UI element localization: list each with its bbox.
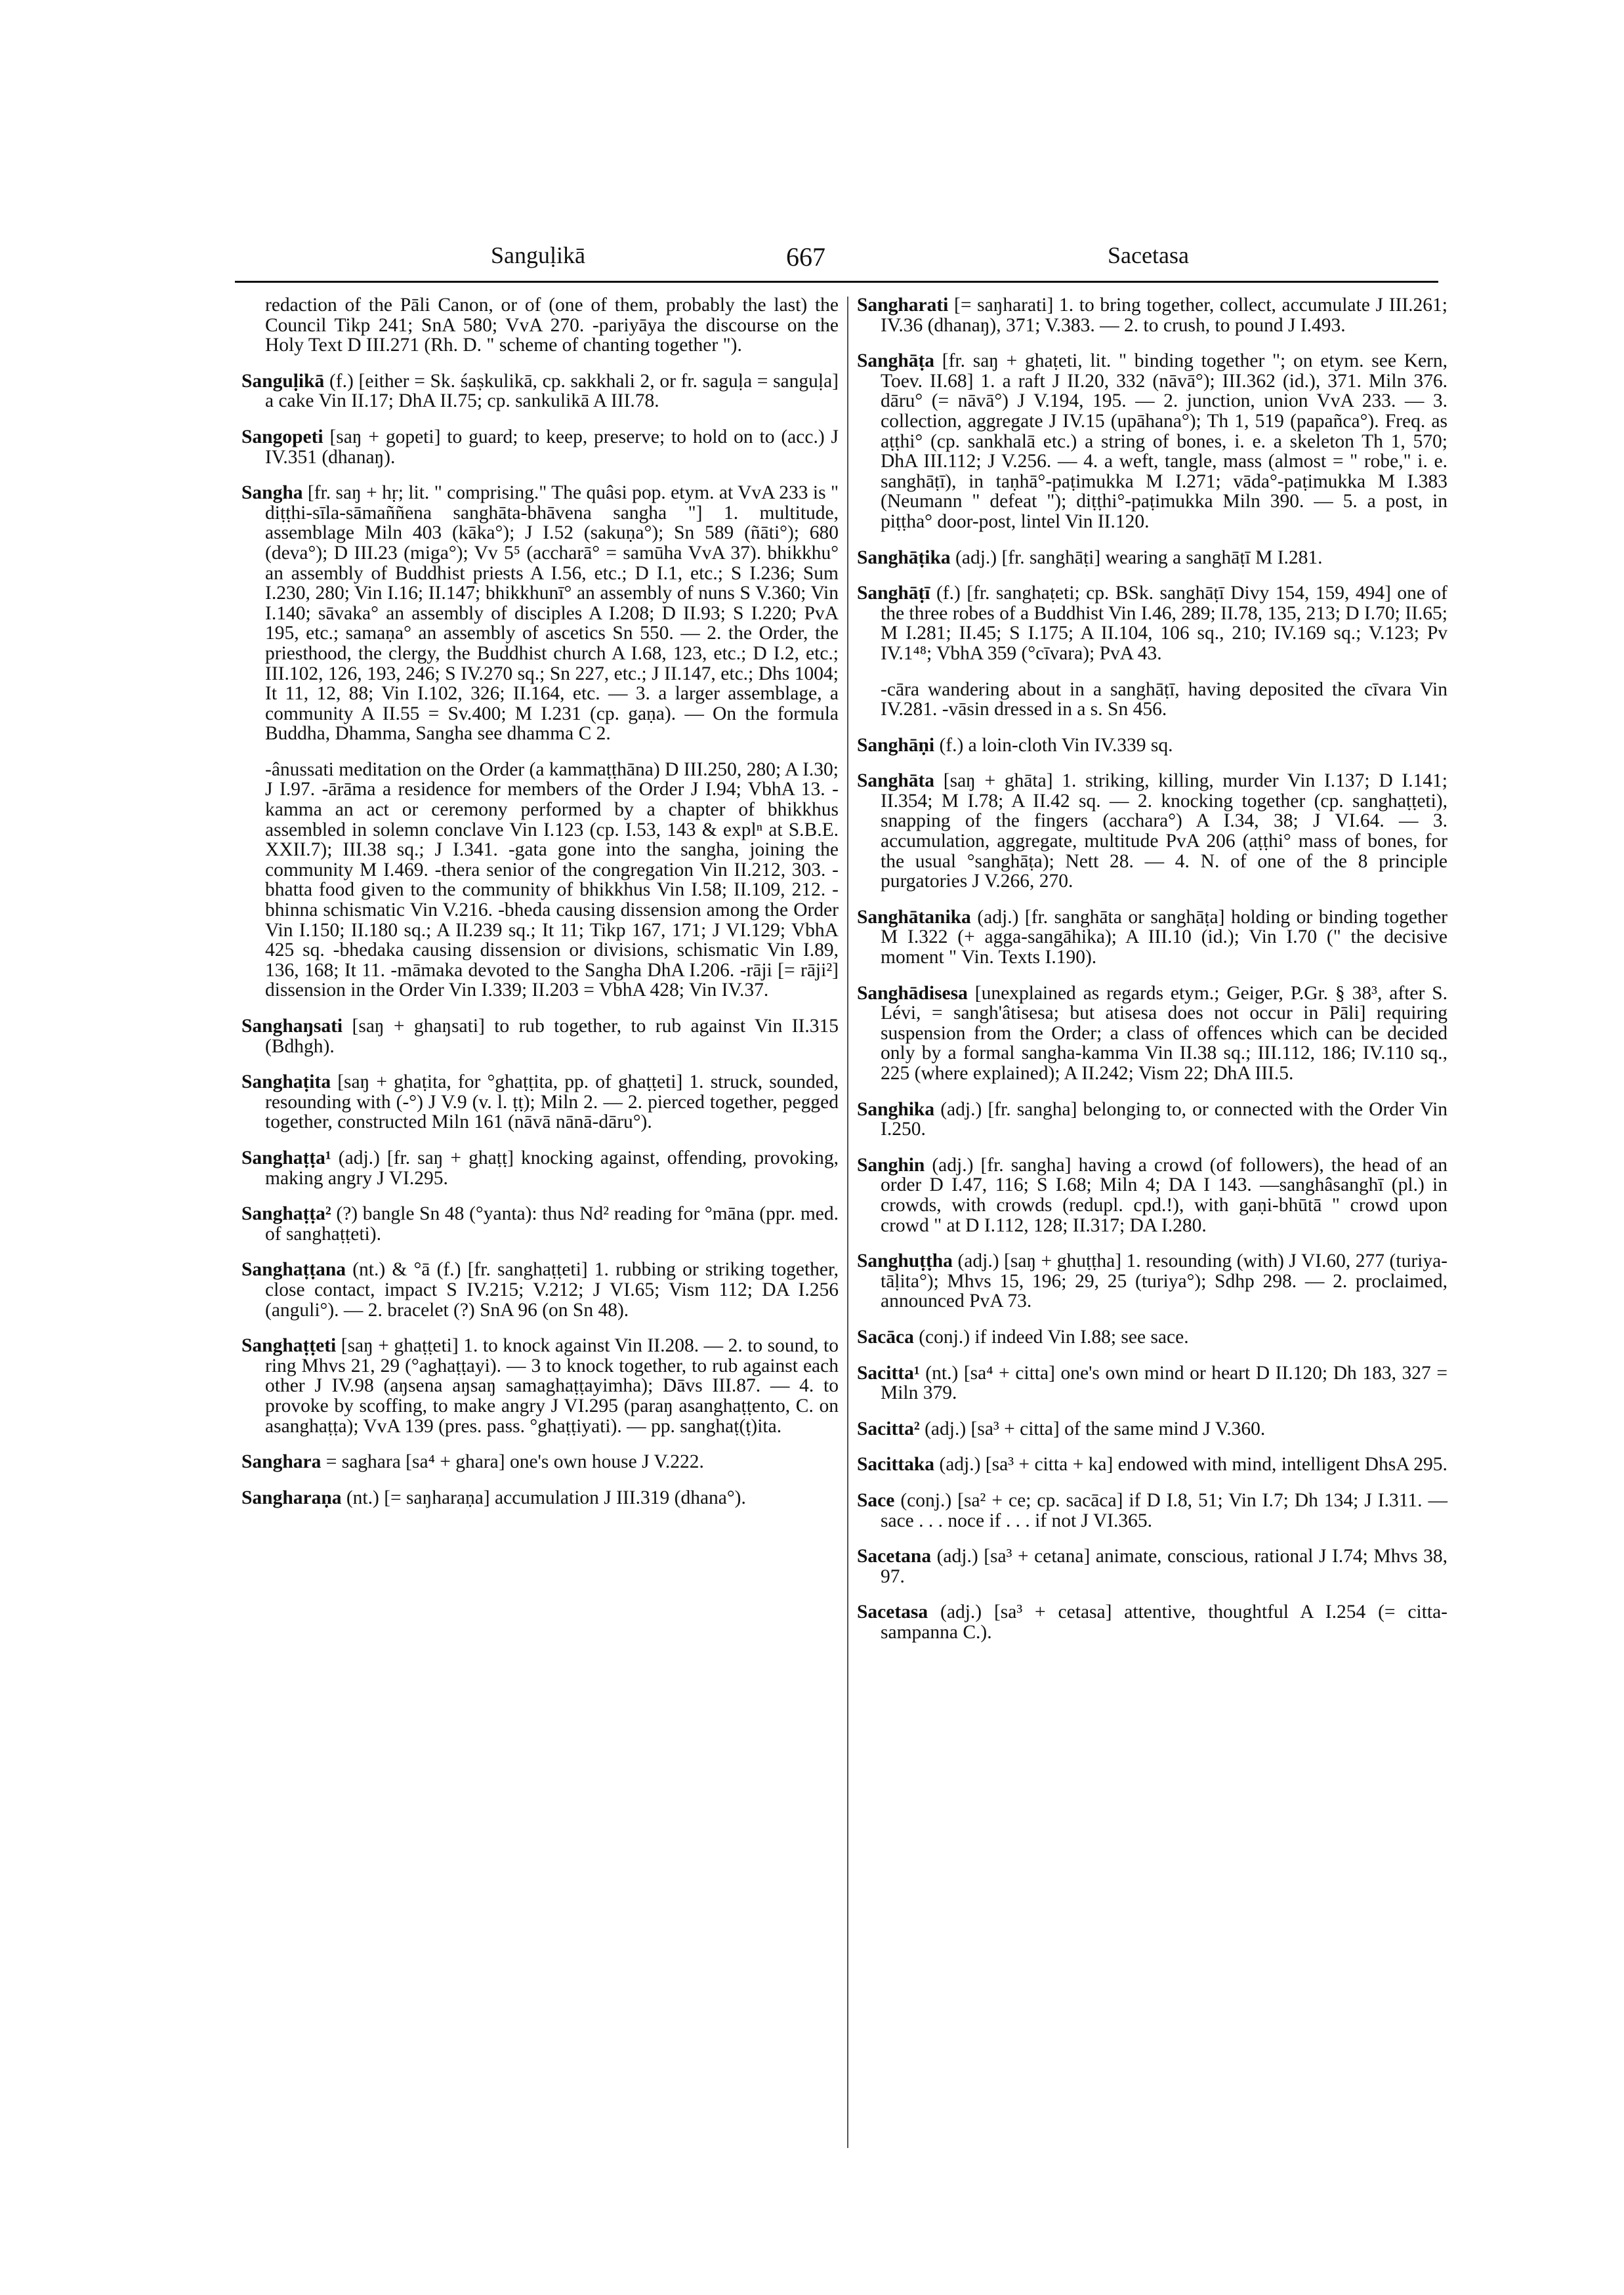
header-rule [235,281,1438,283]
dictionary-entry [241,427,839,467]
entry-headword: Sanguḷikā [241,370,325,392]
entry-definition: [fr. saŋ + ghaṭeti, lit. " binding together "; on etym. see Kern, Toev. II.68] 1. a raft J II.20, 332 (nāvā°); III.362 (id.), 371. Miln 376. dāru° (= nāvā°) J V.194, 195. — 2. junction, union VvA 233. — 3. collection, aggregate J IV.15 (upāhana°); Th 1, 519 (papañca°). Freq. as aṭṭhi° (cp. sankhalā etc.) a string of bones, i. e. a skeleton Th 1, 570; DhA III.112; J V.256. — 4. a weft, tangle, mass (almost = " robe," i. e. sanghāṭī), in taṇhā°-paṭimukka M I.271; vāda°-paṭimukka M I.383 (Neumann " defeat "); diṭṭhi°-paṭimukka Miln 390. — 5. a post, in piṭṭha° door-post, lintel Vin II.120. [881,350,1448,532]
entry-headword: Sanghāṭī [857,583,930,604]
entry-definition: [saŋ + ghaŋsati] to rub together, to rub against Vin II.315 (Bdhgh). [265,1016,839,1057]
entry-definition: [= saŋharati] 1. to bring together, collect, accumulate J III.261; IV.36 (dhanaŋ), 371; V.383. — 2. to crush, to pound J I.493. [881,295,1447,336]
dictionary-entry [241,371,839,411]
dictionary-entry [241,483,839,744]
dictionary-entry [857,1251,1447,1312]
dictionary-entry [857,1419,1447,1439]
entry-definition: [saŋ + ghāta] 1. striking, killing, murder Vin I.137; D I.141; II.354; M I.78; A II.42 sq. — 2. knocking together (cp. sanghaṭṭeti), snapping of the fingers (acchara°) A I.34, 38; J VI.64. — 3. accumulation, aggregate, multitude PvA 206 (aṭṭhi° mass of bones, for the usual °sanghāṭa); Nett 28. — 4. N. of one of the 8 principle purgatories J V.266, 270. [881,770,1447,892]
dictionary-entry [857,1546,1447,1586]
entry-headword: Sanghaŋsati [241,1016,343,1037]
entry-headword: Sanghuṭṭha [857,1251,953,1272]
entry-headword: Sangharati [857,295,949,316]
entry-definition: [saŋ + ghaṭṭeti] 1. to knock against Vin II.208. — 2. to sound, to ring Mhvs 21, 29 (°aghaṭṭayi). — 3 to knock together, to rub against each other J IV.98 (aŋsena aŋsaŋ samaghaṭṭayimha); Dāvs III.87. — 4. to provoke by scoffing, to make angry J VI.295 (paraŋ asanghaṭṭento, C. on asanghaṭṭa); VvA 139 (pres. pass. °ghaṭṭiyati). — pp. sanghaṭ(ṭ)ita. [265,1335,839,1437]
dictionary-entry [241,1336,839,1436]
dictionary-entry [857,1100,1447,1140]
entry-headword: Sanghāṭika [857,547,951,568]
dictionary-entry [857,907,1447,968]
dictionary-entry [857,735,1447,756]
dictionary-entry [241,1072,839,1132]
entry-definition: (nt.) [= saŋharaṇa] accumulation J III.319 (dhana°). [346,1487,746,1508]
entry-definition: [unexplained as regards etym.; Geiger, P.Gr. § 38³, after S. Lévi, = sangh'âtisesa; but atisesa does not occur in Pāli] requiring suspension from the Order; a class of offences which can be decided only by a formal sangha-kamma Vin II.38 sq.; III.112, 186; IV.110 sq., 225 (where explained); A II.242; Vism 22; DhA III.5. [881,982,1447,1084]
entry-definition: (?) bangle Sn 48 (°yanta): thus Nd² reading for °māna (ppr. med. of sanghaṭṭeti). [265,1203,839,1245]
running-head-right: Sacetasa [1108,242,1189,268]
dictionary-entry [241,1488,839,1508]
dictionary-entry [241,1148,839,1188]
entry-definition: (adj.) [sa³ + cetasa] attentive, thoughtful A I.254 (= citta-sampanna C.). [881,1602,1448,1643]
entry-headword: Sanghaṭṭana [241,1259,346,1281]
entry-definition: (adj.) [fr. sangha] having a crowd (of followers), the head of an order D I.47, 116; S I.68; Miln 4; DA I 143. —sanghâsanghī (pl.) in crowds, with crowds (redupl. cpd.!), with gaṇi-bhūtā " crowd upon crowd " at D I.112, 128; II.317; DA I.280. [881,1154,1447,1236]
entry-definition: (f.) a loin-cloth Vin IV.339 sq. [939,734,1173,756]
entry-headword: Sacetasa [857,1602,928,1623]
entry-headword: Sacittaka [857,1454,934,1476]
entry-headword: Sacitta¹ [857,1362,920,1384]
dictionary-entry [241,1204,839,1244]
entry-definition: (adj.) [sa³ + cetana] animate, conscious, rational J I.74; Mhvs 38, 97. [881,1546,1447,1587]
entry-definition: = saghara [sa⁴ + ghara] one's own house J V.222. [325,1451,704,1473]
dictionary-entry [857,680,1447,720]
entry-headword: Sangharaṇa [241,1487,342,1508]
dictionary-entry [857,1363,1447,1403]
dictionary-entry [857,983,1447,1084]
left-column [241,295,839,1523]
entry-headword: Sacāca [857,1326,914,1348]
dictionary-entry [241,1452,839,1472]
entry-headword: Sanghāta [857,770,935,792]
entry-headword: Sacitta² [857,1418,920,1439]
entry-definition: (nt.) & °ā (f.) [fr. sanghaṭṭeti] 1. rubbing or striking together, close contact, impact S IV.215; V.212; J VI.65; Vism 112; DA I.256 (anguli°). — 2. bracelet (?) SnA 96 (on Sn 48). [265,1259,839,1321]
dictionary-entry [857,583,1447,663]
entry-definition: redaction of the Pāli Canon, or of (one of them, probably the last) the Council Tikp 241; SnA 580; VvA 270. -pariyāya the discourse on the Holy Text D III.271 (Rh. D. " scheme of chanting together "). [265,295,839,356]
entry-headword: Sanghaṭita [241,1071,331,1093]
entry-definition: (adj.) [saŋ + ghuṭṭha] 1. resounding (with) J VI.60, 277 (turiya-tāḷita°); Mhvs 15, 196; 29, 25 (turiya°); Sdhp 298. — 2. proclaimed, announced PvA 73. [881,1251,1448,1312]
dictionary-entry [241,1016,839,1056]
dictionary-entry [241,760,839,1001]
entry-definition: (adj.) [fr. saŋ + ghaṭṭ] knocking against, offending, provoking, making angry J VI.295. [265,1147,839,1189]
entry-headword: Sace [857,1489,895,1511]
entry-definition: (nt.) [sa⁴ + citta] one's own mind or heart D II.120; Dh 183, 327 = Miln 379. [881,1362,1448,1404]
running-head-left: Sanguḷikā [491,242,585,268]
dictionary-entry [857,771,1447,892]
entry-headword: Sanghaṭṭa¹ [241,1147,331,1168]
dictionary-entry [857,1455,1447,1475]
entry-headword: Sangopeti [241,426,323,447]
dictionary-entry [241,295,839,356]
dictionary-entry [857,1491,1447,1531]
entry-definition: (f.) [either = Sk. śaṣkulikā, cp. sakkhali 2, or fr. saguḷa = sanguḷa] a cake Vin II.17; DhA II.75; cp. sankulikā A III.78. [265,370,839,412]
dictionary-entry [857,351,1447,531]
entry-definition: [fr. saŋ + hṛ; lit. " comprising." The quâsi pop. etym. at VvA 233 is " diṭṭhi-sīla-sāmaññena sanghāta-bhāvena sangha "] 1. multitude, assemblage Miln 403 (kāka°); J I.52 (sakuṇa°); Sn 589 (ñāti°); 680 (deva°); D III.23 (miga°); Vv 5⁵ (accharā° = samūha VvA 37). bhikkhu° an assembly of Buddhist priests A I.56, etc.; D I.1, etc.; S I.236; Sum I.230, 280; Vin I.16; II.147; bhikkhunī° an assembly of nuns S V.360; Vin I.140; sāvaka° an assembly of disciples A I.208; D II.93; S I.220; PvA 195, etc.; samaṇa° an assembly of ascetics Sn 550. — 2. the Order, the priesthood, the clergy, the Buddhist church A I.68, 123, etc.; D I.2, etc.; III.102, 126, 193, 246; S IV.270 sq.; Sn 227, etc.; J II.147, etc.; Dhs 1004; It 11, 12, 88; Vin I.102, 326; II.164, etc. — 3. a larger assemblage, a community A II.55 = Sv.400; M I.231 (cp. gaṇa). — On the formula Buddha, Dhamma, Sangha see dhamma C 2. [265,482,839,745]
entry-headword: Sanghin [857,1154,925,1176]
dictionary-entry [241,1260,839,1320]
entry-headword: Sanghika [857,1098,935,1120]
entry-definition: (adj.) [fr. sanghāta or sanghāṭa] holding or binding together M I.322 (+ agga-sangāhika); A III.10 (id.); Vin I.70 (" the decisive moment " Vin. Texts I.190). [881,906,1447,968]
page-number: 667 [786,242,825,272]
entry-definition: (adj.) [fr. sanghāṭi] wearing a sanghāṭī M I.281. [955,547,1323,568]
entry-headword: Sanghaṭṭa² [241,1203,331,1225]
entry-headword: Sanghāṭa [857,350,935,372]
entry-definition: (adj.) [fr. sangha] belonging to, or connected with the Order Vin I.250. [881,1098,1448,1140]
column-divider [847,297,848,2148]
dictionary-entry [857,548,1447,568]
entry-headword: Sanghāṇi [857,734,935,756]
entry-definition: -cāra wandering about in a sanghāṭī, having deposited the cīvara Vin IV.281. -vāsin dressed in a s. Sn 456. [881,678,1447,720]
dictionary-entry [857,1155,1447,1235]
dictionary-entry [857,1327,1447,1348]
entry-headword: Sacetana [857,1546,932,1567]
entry-definition: -ânussati meditation on the Order (a kammaṭṭhāna) D III.250, 280; A I.30; J I.97. -ārāma a residence for members of the Order J I.94; VbhA 13. -kamma an act or ceremony performed by a chapter of bhikkhus assembled in solemn conclave Vin I.123 (cp. I.53, 143 & explⁿ at S.B.E. XXII.7); III.38 sq.; J I.341. -gata gone into the sangha, joining the community M I.469. -thera senior of the congregation Vin II.212, 303. -bhatta food given to the community of bhikkhus Vin I.58; II.109, 212. -bhinna schismatic Vin V.216. -bheda causing dissension among the Order Vin I.150; II.180 sq.; A II.239 sq.; It 11; Tikp 167, 171; J VI.129; VbhA 425 sq. -bhedaka causing dissension or divisions, schismatic Vin I.89, 136, 168; It 11. -māmaka devoted to the Sangha DhA I.206. -rāji [= rāji²] dissension in the Order Vin I.339; II.203 = VbhA 428; Vin IV.37. [265,758,839,1001]
entry-headword: Sanghara [241,1451,322,1473]
entry-headword: Sanghādisesa [857,982,968,1004]
entry-definition: (conj.) if indeed Vin I.88; see sace. [919,1326,1189,1348]
entry-definition: (conj.) [sa² + ce; cp. sacāca] if D I.8, 51; Vin I.7; Dh 134; J I.311. — sace . . . noce if . . . if not J VI.365. [881,1489,1447,1531]
entry-definition: (adj.) [sa³ + citta] of the same mind J V.360. [925,1418,1266,1439]
right-column [857,295,1447,1658]
entry-definition: [saŋ + gopeti] to guard; to keep, preserve; to hold on to (acc.) J IV.351 (dhanaŋ). [265,426,839,468]
dictionary-entry [857,295,1447,335]
entry-definition: (f.) [fr. sanghaṭeti; cp. BSk. sanghāṭī Divy 154, 159, 494] one of the three robes of a Buddhist Vin I.46, 289; II.78, 135, 213; D I.70; II.65; M I.281; II.45; S I.175; A II.104, 106 sq., 210; IV.169 sq.; V.123; Pv IV.1⁴⁸; VbhA 359 (°cīvara); PvA 43. [881,583,1447,664]
entry-headword: Sanghātanika [857,906,971,928]
entry-definition: [saŋ + ghaṭita, for °ghaṭṭita, pp. of ghaṭṭeti] 1. struck, sounded, resounding with (-°) J V.9 (v. l. ṭṭ); Miln 2. — 2. pierced together, pegged together, constructed Miln 161 (nāvā nānā-dāru°). [265,1071,839,1133]
dictionary-entry [857,1602,1447,1642]
entry-headword: Sanghaṭṭeti [241,1335,337,1357]
entry-headword: Sangha [241,482,303,504]
entry-definition: (adj.) [sa³ + citta + ka] endowed with mind, intelligent DhsA 295. [939,1454,1447,1476]
